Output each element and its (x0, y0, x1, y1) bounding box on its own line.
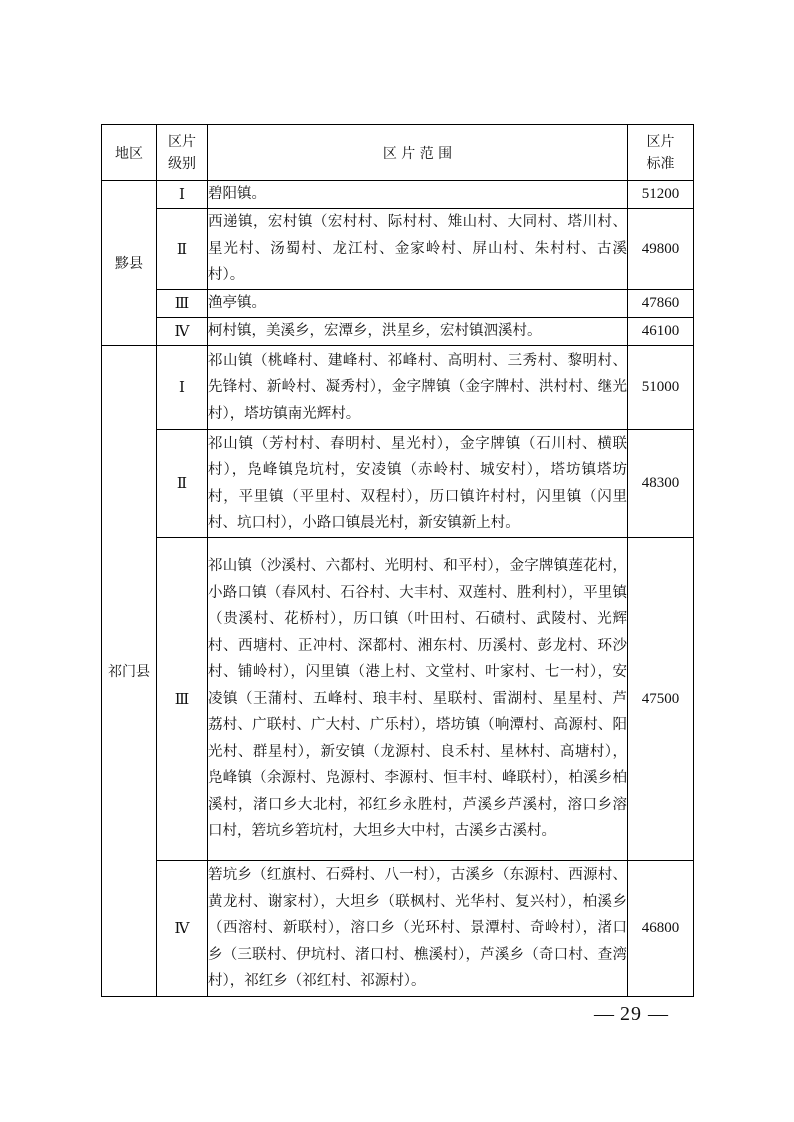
grade-cell: Ⅳ (157, 861, 208, 997)
page-number-dash-left: — (594, 1003, 614, 1025)
standard-cell: 51200 (628, 181, 694, 209)
table-row (102, 538, 694, 861)
table-row (102, 318, 694, 346)
standard-cell: 47500 (628, 538, 694, 861)
table-row (102, 430, 694, 538)
grade-cell: Ⅰ (157, 181, 208, 209)
header-standard-line2: 标准 (646, 155, 675, 172)
page-number-dash-right: — (648, 1003, 668, 1025)
scope-cell: 祁山镇（沙溪村、六都村、光明村、和平村），金字牌镇莲花村，小路口镇（春风村、石谷村、大丰村、双莲村、胜利村），平里镇（贵溪村、花桥村），历口镇（叶田村、石碛村、武陵村、光辉村、西塘村、正冲村、深都村、湘东村、历溪村、彭龙村、环沙村、铺岭村），闪里镇（港上村、文堂村、叶家村、七一村），安凌镇（王蒲村、五峰村、琅丰村、星联村、雷湖村、星星村、芦荔村、广联村、广大村、广乐村），塔坊镇（响潭村、高源村、阳光村、群星村），新安镇（龙源村、良禾村、星林村、高塘村），凫峰镇（余源村、凫源村、李源村、恒丰村、峰联村），柏溪乡柏溪村，渚口乡大北村，祁红乡永胜村，芦溪乡芦溪村，溶口乡溶口村，箬坑乡箬坑村，大坦乡大中村，古溪乡古溪村。 (208, 538, 628, 861)
grade-cell: Ⅰ (157, 346, 208, 430)
standard-cell: 48300 (628, 430, 694, 538)
grade-cell: Ⅲ (157, 290, 208, 318)
page-number-value: 29 (620, 1003, 642, 1025)
header-grade-line1: 区片 (168, 133, 196, 150)
scope-cell: 渔亭镇。 (208, 290, 628, 318)
standard-cell: 47860 (628, 290, 694, 318)
standard-cell: 51000 (628, 346, 694, 430)
scope-cell: 箬坑乡（红旗村、石舜村、八一村），古溪乡（东源村、西源村、黄龙村、谢家村），大坦乡（联枫村、光华村、复兴村），柏溪乡（西溶村、新联村），溶口乡（光环村、景潭村、奇岭村），渚口乡（三联村、伊坑村、渚口村、樵溪村），芦溪乡（奇口村、查湾村），祁红乡（祁红村、祁源村）。 (208, 861, 628, 997)
table-header-row (102, 125, 694, 181)
header-standard-line1: 区片 (646, 133, 675, 150)
scope-cell: 祁山镇（桃峰村、建峰村、祁峰村、高明村、三秀村、黎明村、先锋村、新岭村、凝秀村），金字牌镇（金字牌村、洪村村、继光村），塔坊镇南光辉村。 (208, 346, 628, 430)
page-number (586, 1003, 676, 1026)
grade-cell: Ⅲ (157, 538, 208, 861)
standard-cell: 46100 (628, 318, 694, 346)
table-row (102, 346, 694, 430)
grade-cell: Ⅳ (157, 318, 208, 346)
scope-cell: 祁山镇（芳村村、春明村、星光村），金字牌镇（石川村、横联村），凫峰镇凫坑村，安凌镇（赤岭村、城安村），塔坊镇塔坊村，平里镇（平里村、双程村），历口镇许村村，闪里镇（闪里村、坑口村），小路口镇晨光村，新安镇新上村。 (208, 430, 628, 538)
standard-cell: 49800 (628, 209, 694, 290)
scope-cell: 碧阳镇。 (208, 181, 628, 209)
header-region: 地区 (102, 125, 157, 181)
header-grade (157, 125, 208, 181)
region-cell-qimen: 祁门县 (102, 346, 157, 997)
scope-cell: 柯村镇，美溪乡，宏潭乡，洪星乡，宏村镇泗溪村。 (208, 318, 628, 346)
header-scope: 区 片 范 围 (208, 125, 628, 181)
scope-cell: 西递镇，宏村镇（宏村村、际村村、雉山村、大同村、塔川村、星光村、汤蜀村、龙江村、金家岭村、屏山村、朱村村、古溪村）。 (208, 209, 628, 290)
grade-cell: Ⅱ (157, 209, 208, 290)
table-row (102, 209, 694, 290)
grade-cell: Ⅱ (157, 430, 208, 538)
region-cell-yixian: 黟县 (102, 181, 157, 346)
table-row (102, 861, 694, 997)
table-row (102, 290, 694, 318)
land-price-zone-table (101, 124, 694, 997)
table-row (102, 181, 694, 209)
header-standard (628, 125, 694, 181)
standard-cell: 46800 (628, 861, 694, 997)
header-grade-line2: 级别 (168, 155, 196, 172)
